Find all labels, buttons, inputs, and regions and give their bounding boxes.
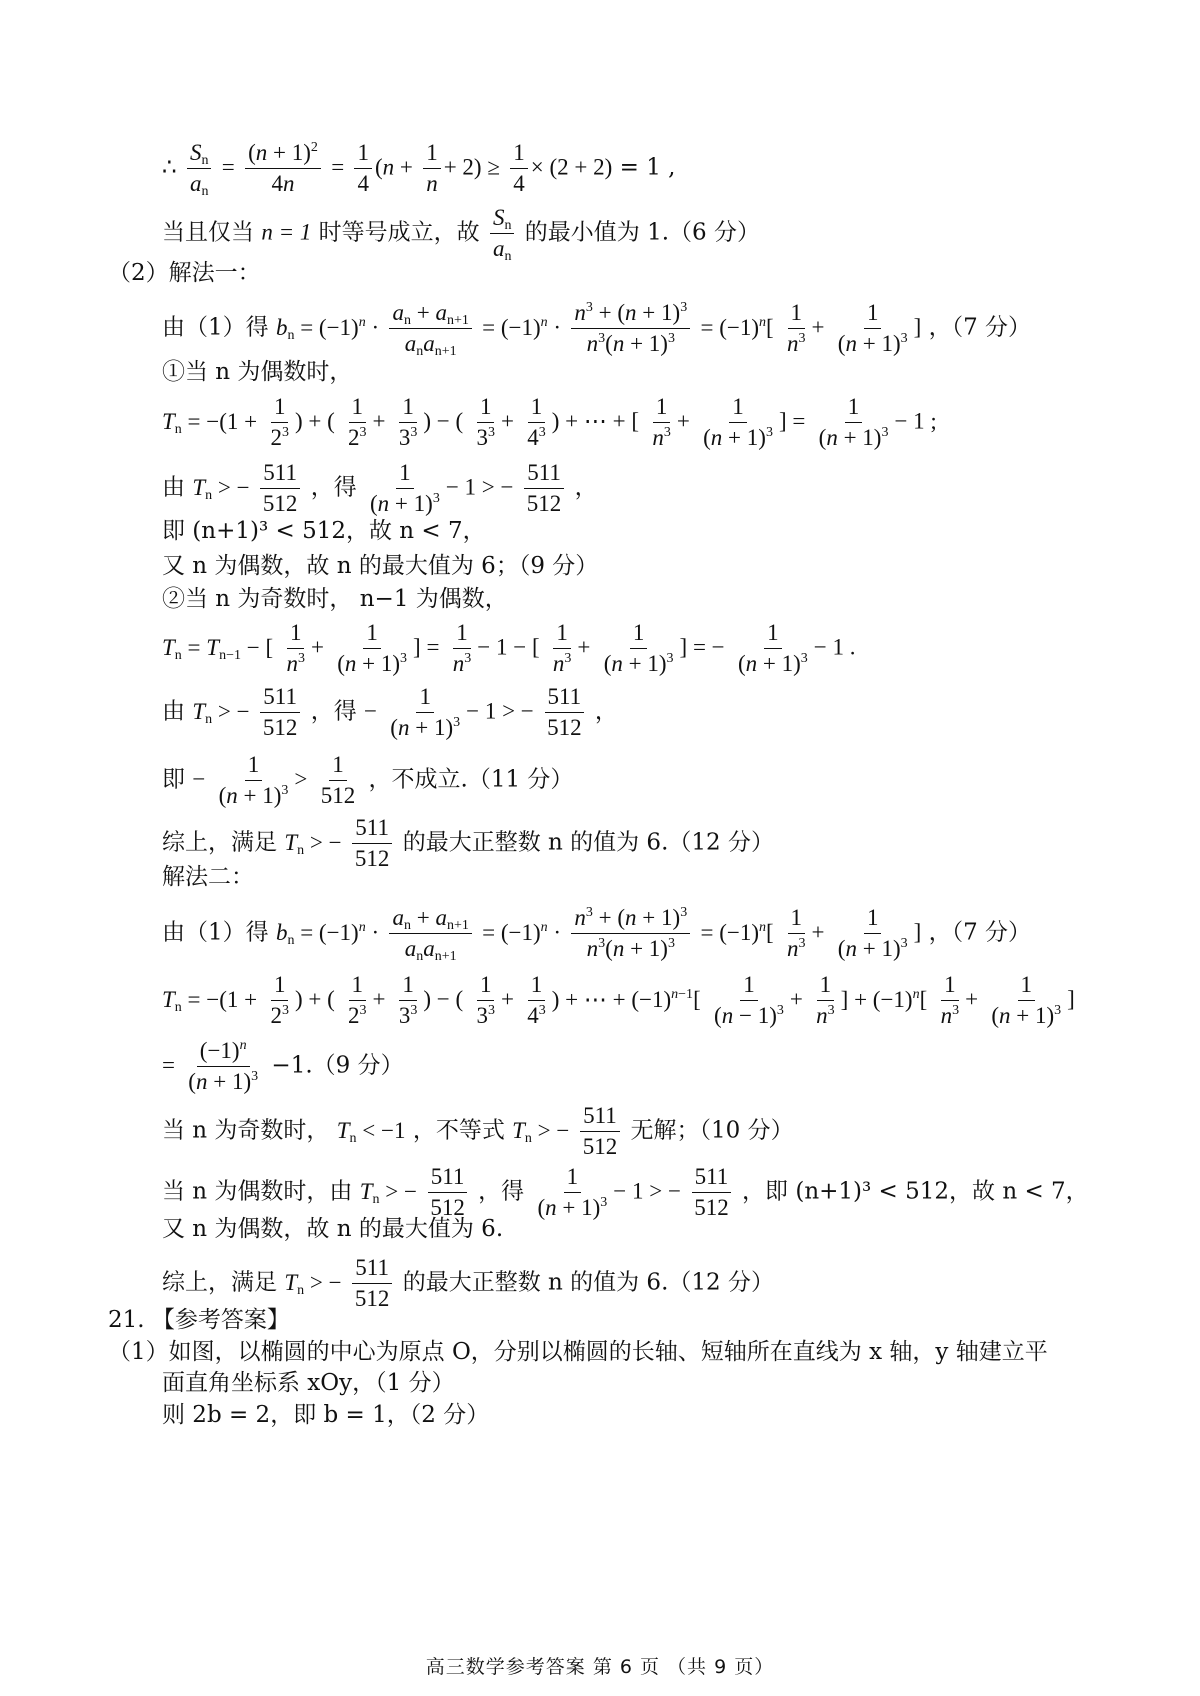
part2-method1-heading: （2）解法一：	[108, 260, 261, 286]
eq-bn-definition: 由（1）得 $b_n = (-1)^n$ · $\frac{a_n + a_{n+1}}{a_na_{n+1}}$ = $(-1)^n$ · $\frac{n^3 + (n + 1)^3}{n^3(n + 1)^3}$ = $(-1)^n$[ $\frac{1}{n^3}$ + $\frac{1}{(n + 1)^3}$ ] ，（7 分）	[162, 300, 1032, 359]
case-n-odd-heading: ②当 n 为奇数时， n−1 为偶数，	[162, 586, 508, 612]
eq-not-valid: 即 − $\frac{1}{(n + 1)^3}$ > $\frac{1}{512}$ ，不成立.（11 分）	[162, 752, 574, 808]
eq-tn-even: $T_n = -(1$ + $\frac{1}{2^3}$ ) + ( $\frac{1}{2^3}$ + $\frac{1}{3^3}$ ) − ( $\frac{1}{3^3}$ + $\frac{1}{4^3}$ ) + ⋯ + [ $\frac{1}{n^3}$ + $\frac{1}{(n + 1)^3}$ ] = $\frac{1}{(n + 1)^3}$ − 1 ;	[162, 394, 937, 450]
method2-heading: 解法二：	[162, 864, 254, 890]
conclusion-method2: 综上，满足 $T_n$ > − $\frac{511}{512}$ 的最大正整数 n 的值为 6.（12 分）	[162, 1255, 774, 1311]
eq-tn-closed-form: = $\frac{(-1)^n}{(n + 1)^3}$ −1.（9 分）	[162, 1038, 404, 1094]
eq-tn-odd: $T_n = T_{n-1}$ − [ $\frac{1}{n^3}$ + $\frac{1}{(n + 1)^3}$ ] = $\frac{1}{n^3}$ − 1 − [ $\frac{1}{n^3}$ + $\frac{1}{(n + 1)^3}$ ] = − $\frac{1}{(n + 1)^3}$ − 1 .	[162, 620, 856, 676]
q21-part1-line3: 则 2b = 2，即 b = 1，（2 分）	[162, 1402, 490, 1428]
eq-bn-definition-2: 由（1）得 $b_n = (-1)^n$ · $\frac{a_n + a_{n+1}}{a_na_{n+1}}$ = $(-1)^n$ · $\frac{n^3 + (n + 1)^3}{n^3(n + 1)^3}$ = $(-1)^n$[ $\frac{1}{n^3}$ + $\frac{1}{(n + 1)^3}$ ] ，（7 分）	[162, 905, 1032, 964]
line-max-n-even-2: 又 n 为偶数，故 n 的最大值为 6.	[162, 1216, 504, 1242]
eq-inequality-even: 由 $T_n$ > − $\frac{511}{512}$ ，得 $\frac{1}{(n + 1)^3}$ − 1 > − $\frac{511}{512}$ ，	[162, 460, 598, 516]
equality-condition-line: 当且仅当 n = 1 时等号成立，故 $\frac{S_n}{a_n}$ 的最小值为 1.（6 分）	[162, 205, 760, 264]
conclusion-method1: 综上，满足 $T_n$ > − $\frac{511}{512}$ 的最大正整数 n 的值为 6.（12 分）	[162, 815, 774, 871]
question-21-heading: 21. 【参考答案】	[108, 1307, 290, 1333]
line-max-n-even: 又 n 为偶数，故 n 的最大值为 6；（9 分）	[162, 553, 599, 579]
eq-inequality-odd: 由 $T_n$ > − $\frac{511}{512}$ ，得 − $\frac{1}{(n + 1)^3}$ − 1 > − $\frac{511}{512}$ ，	[162, 684, 618, 740]
case-odd-no-solution: 当 n 为奇数时， $T_n < -1$ ，不等式 $T_n$ > − $\frac{511}{512}$ 无解；（10 分）	[162, 1103, 794, 1159]
case-even-solution: 当 n 为偶数时，由 $T_n$ > − $\frac{511}{512}$ ，得 $\frac{1}{(n + 1)^3}$ − 1 > − $\frac{511}{512}$ ，即 (n+1)³ < 512，故 n < 7，	[162, 1164, 1089, 1220]
eq-sn-over-an: ∴ $\frac{S_n}{a_n}$ = $\frac{(n + 1)^2}{4n}$ = $\frac{1}{4}$ (n + $\frac{1}{n}$ + 2) ≥ $\frac{1}{4}$ × (2 + 2) = 1 ,	[162, 140, 676, 199]
line-n-less-than-7: 即 (n+1)³ < 512，故 n < 7，	[162, 518, 486, 544]
page-footer: 高三数学参考答案 第 6 页 （共 9 页）	[425, 1656, 775, 1678]
eq-tn-general: $T_n = -(1$ + $\frac{1}{2^3}$ ) + ( $\frac{1}{2^3}$ + $\frac{1}{3^3}$ ) − ( $\frac{1}{3^3}$ + $\frac{1}{4^3}$ ) + ⋯ + $(-1)^{n-1}$[ $\frac{1}{(n - 1)^3}$ + $\frac{1}{n^3}$ ] + $(-1)^n$[ $\frac{1}{n^3}$ + $\frac{1}{(n + 1)^3}$ ]	[162, 972, 1075, 1028]
q21-part1-line1: （1）如图，以椭圆的中心为原点 O，分别以椭圆的长轴、短轴所在直线为 x 轴，y 轴建立平	[108, 1339, 1048, 1365]
case-n-even-heading: ①当 n 为偶数时，	[162, 359, 353, 385]
q21-part1-line2: 面直角坐标系 xOy，（1 分）	[162, 1370, 455, 1396]
